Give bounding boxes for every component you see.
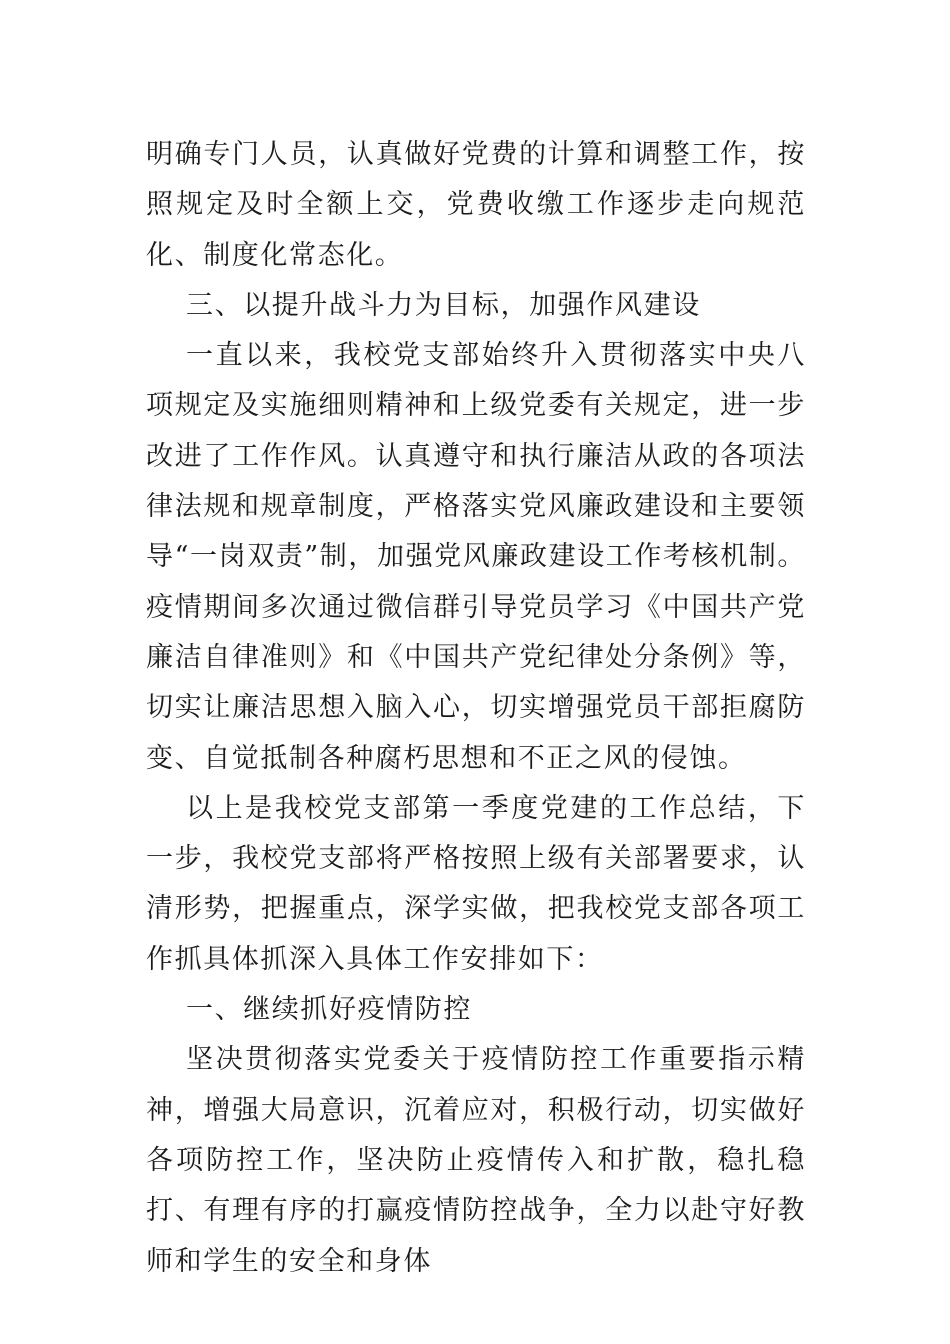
paragraph-epidemic-control: 坚决贯彻落实党委关于疫情防控工作重要指示精神，增强大局意识，沉着应对，积极行动，切实做好各项防控工作，坚决防止疫情传入和扩散，稳扎稳打、有理有序的打赢疫情防控战争，全力以赴守好教师和学生的安全和身体 [146, 1044, 806, 1277]
section-heading-3: 三、以提升战斗力为目标，加强作风建设 [186, 289, 701, 321]
paragraph-summary: 以上是我校党支部第一季度党建的工作总结，下一步，我校党支部将严格按照上级有关部署要求，认清形势，把握重点，深学实做，把我校党支部各项工作抓具体抓深入具体工作安排如下： [146, 792, 806, 975]
paragraph-work-style: 一直以来，我校党支部始终升入贯彻落实中央八项规定及实施细则精神和上级党委有关规定，进一步改进了工作作风。认真遵守和执行廉洁从政的各项法律法规和规章制度，严格落实党风廉政建设和主要领导“一岗双责”制，加强党风廉政建设工作考核机制。疫情期间多次通过微信群引导党员学习《中国共产党廉洁自律准则》和《中国共产党纪律处分条例》等，切实让廉洁思想入脑入心，切实增强党员干部拒腐防变、自觉抵制各种腐朽思想和不正之风的侵蚀。 [146, 340, 807, 774]
document-body [146, 130, 806, 1287]
section-heading-1: 一、继续抓好疫情防控 [186, 994, 472, 1026]
paragraph-continuation: 明确专门人员，认真做好党费的计算和调整工作，按照规定及时全额上交，党费收缴工作逐步走向规范化、制度化常态化。 [146, 139, 806, 271]
